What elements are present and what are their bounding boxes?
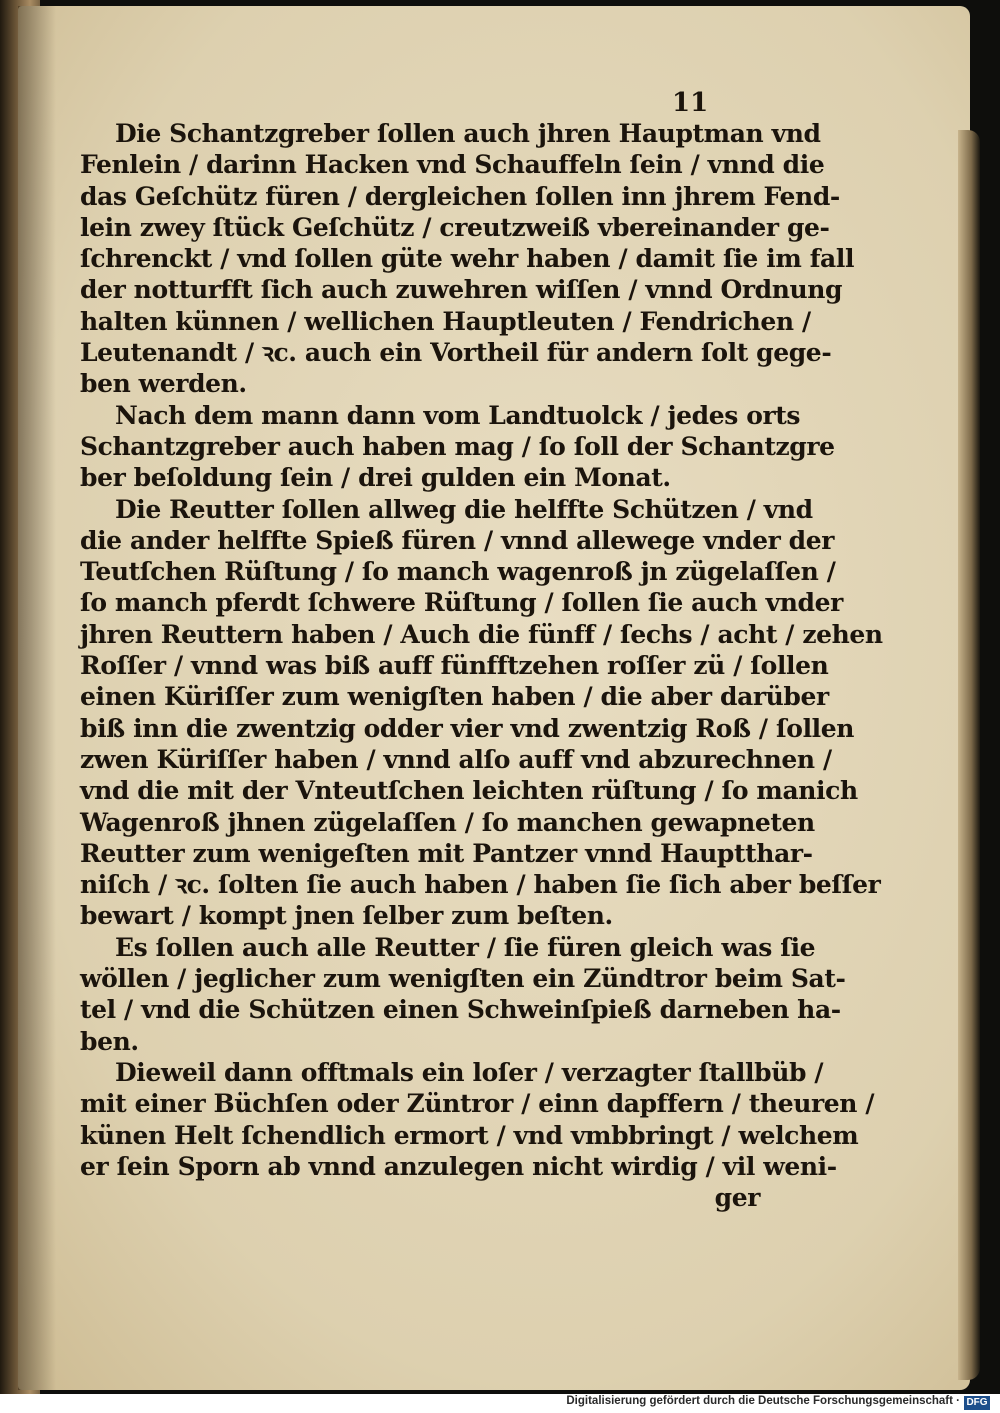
dfg-logo: DFG: [964, 1396, 990, 1410]
text-line: Es ſollen auch alle Reutter / ſie füren gleich was ſie: [115, 932, 816, 962]
text-line: ger: [714, 1183, 760, 1213]
text-line: vnd die mit der Vnteutſchen leichten rüſtung / ſo manich: [80, 776, 858, 806]
text-line: Leutenandt / ꝛc. auch ein Vortheil für andern ſolt gege-: [80, 338, 832, 368]
text-line: Nach dem mann dann vom Landtuolck / jedes orts: [115, 400, 801, 430]
text-line: Wagenroß jhnen zügelaſſen / ſo manchen gewapneten: [80, 807, 815, 837]
text-line: ben werden.: [80, 369, 247, 399]
text-line: Die Reutter ſollen allweg die helffte Schützen / vnd: [115, 494, 813, 524]
text-line: jhren Reuttern haben / Auch die fünff / ſechs / acht / zehen: [80, 619, 883, 649]
text-line: die ander helffte Spieß füren / vnnd allewege vnder der: [80, 525, 835, 555]
text-line: mit einer Büchſen oder Züntror / einn dapffern / theuren /: [80, 1089, 875, 1119]
text-line: zwen Küriſſer haben / vnnd alſo auff vnd abzurechnen /: [80, 744, 832, 774]
text-line: ſchrenckt / vnd ſollen güte wehr haben / damit ſie im fall: [80, 244, 855, 274]
page-text: [80, 118, 883, 1213]
text-line: biß inn die zwentzig odder vier vnd zwentzig Roß / ſollen: [80, 713, 855, 743]
text-line: Die Schantzgreber ſollen auch jhren Hauptman vnd: [115, 119, 821, 148]
page-gutter-shadow: [18, 6, 56, 1390]
text-line: künen Helt ſchendlich ermort / vnd vmbbringt / welchem: [80, 1120, 859, 1150]
text-line: bewart / kompt jnen ſelber zum beſten.: [80, 901, 613, 931]
text-line: wöllen / jeglicher zum wenigſten ein Zündtror beim Sat-: [80, 964, 846, 994]
digitization-credit: Digitalisierung gefördert durch die Deutsche Forschungsgemeinschaft ·: [566, 1395, 960, 1407]
text-line: Reutter zum wenigeſten mit Pantzer vnnd Hauptthar-: [80, 838, 813, 868]
text-line: lein zwey ſtück Geſchütz / creutzweiß vbereinander ge-: [80, 212, 830, 242]
text-line: niſch / ꝛc. ſolten ſie auch haben / haben ſie ſich aber beſſer: [80, 870, 881, 900]
text-line: das Geſchütz füren / dergleichen ſollen inn jhrem Fend-: [80, 181, 840, 211]
text-line: halten künnen / wellichen Hauptleuten / Fendrichen /: [80, 306, 811, 336]
text-line: der notturfft ſich auch zuwehren wiſſen / vnnd Ordnung: [80, 275, 843, 305]
text-line: ben.: [80, 1026, 139, 1056]
text-line: Roſſer / vnnd was biß auff fünfftzehen roſſer zü / ſollen: [80, 651, 829, 681]
text-line: Fenlein / darinn Hacken vnd Schauffeln ſein / vnnd die: [80, 150, 825, 180]
text-line: Schantzgreber auch haben mag / ſo ſoll der Schantzgre: [80, 431, 835, 461]
text-line: einen Küriſſer zum wenigſten haben / die aber darüber: [80, 682, 829, 712]
text-line: ſo manch pferdt ſchwere Rüſtung / ſollen ſie auch vnder: [80, 588, 843, 618]
text-line: Teutſchen Rüſtung / ſo manch wagenroß jn zügelaſſen /: [80, 557, 836, 587]
text-line: Dieweil dann offtmals ein loſer / verzagter ſtallbüb /: [115, 1057, 824, 1087]
text-line: tel / vnd die Schützen einen Schweinſpieß darneben ha-: [80, 995, 841, 1025]
text-line: er ſein Sporn ab vnnd anzulegen nicht wirdig / vil weni-: [80, 1151, 837, 1181]
page-number: 11: [672, 88, 709, 118]
text-line: ber beſoldung ſein / drei gulden ein Monat.: [80, 463, 671, 493]
right-page-edge: [958, 130, 980, 1380]
